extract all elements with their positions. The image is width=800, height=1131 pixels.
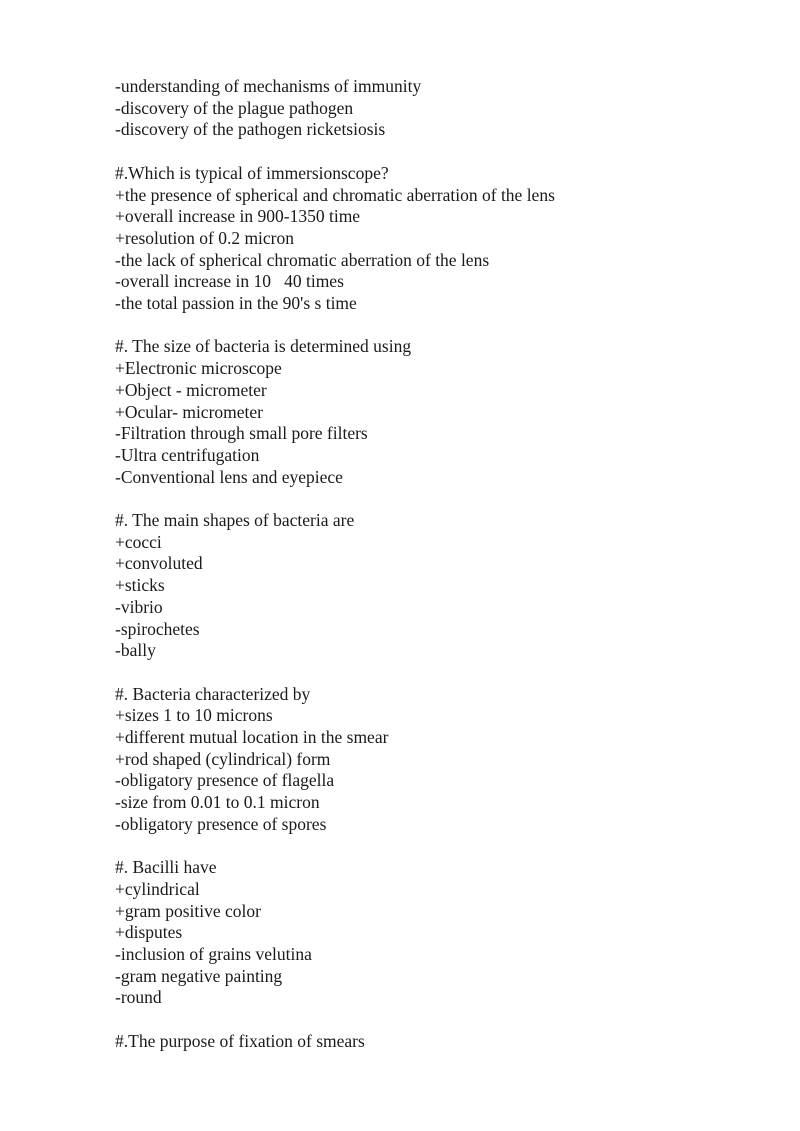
answer-option: +convoluted (115, 553, 203, 574)
question-block (115, 684, 755, 836)
blank-line (115, 141, 755, 163)
answer-option: -obligatory presence of spores (115, 813, 327, 834)
intro-line: -understanding of mechanisms of immunity (115, 76, 422, 96)
answer-option: +disputes (115, 922, 183, 943)
question-text: #. Bacteria characterized by (115, 683, 311, 704)
question-block (115, 336, 755, 488)
blank-line (115, 836, 755, 858)
answer-option: +rod shaped (cylindrical) form (115, 748, 331, 769)
answer-option: -the lack of spherical chromatic aberration of the lens (115, 249, 490, 270)
intro-line: -discovery of the pathogen ricketsiosis (115, 119, 386, 140)
blank-line (115, 315, 755, 337)
answer-option: +gram positive color (115, 900, 261, 921)
question-block (115, 1031, 755, 1053)
answer-option: -the total passion in the 90's s time (115, 293, 357, 314)
question-text: #. The size of bacteria is determined using (115, 336, 412, 357)
question-text: #. The main shapes of bacteria are (115, 510, 355, 531)
question-block (115, 163, 755, 315)
answer-option: -overall increase in 10 40 times (115, 271, 344, 292)
question-text: #.Which is typical of immersionscope? (115, 162, 389, 183)
answer-option: -gram negative painting (115, 965, 283, 986)
answer-option: -Ultra centrifugation (115, 444, 260, 465)
answer-option: +resolution of 0.2 micron (115, 227, 295, 248)
answer-option: +the presence of spherical and chromatic aberration of the lens (115, 184, 555, 205)
answer-option: -size from 0.01 to 0.1 micron (115, 792, 320, 813)
document-page (115, 76, 755, 1053)
answer-option: -inclusion of grains velutina (115, 944, 312, 965)
answer-option: -Conventional lens and eyepiece (115, 466, 343, 487)
blank-line (115, 488, 755, 510)
intro-block (115, 76, 755, 141)
answer-option: +sizes 1 to 10 microns (115, 705, 273, 726)
question-text: #.The purpose of fixation of smears (115, 1030, 365, 1051)
answer-option: +cylindrical (115, 878, 200, 899)
intro-line: -discovery of the plague pathogen (115, 97, 354, 118)
answer-option: +different mutual location in the smear (115, 727, 389, 748)
question-text: #. Bacilli have (115, 857, 217, 878)
answer-option: +cocci (115, 531, 162, 552)
answer-option: -round (115, 987, 162, 1008)
answer-option: -bally (115, 640, 156, 661)
blank-line (115, 662, 755, 684)
answer-option: -spirochetes (115, 618, 200, 639)
answer-option: -obligatory presence of flagella (115, 770, 335, 791)
answer-option: -vibrio (115, 596, 163, 617)
question-block (115, 510, 755, 662)
blank-line (115, 1009, 755, 1031)
question-block (115, 857, 755, 1009)
answer-option: +Object - micrometer (115, 379, 267, 400)
answer-option: +Ocular- micrometer (115, 401, 263, 422)
answer-option: +overall increase in 900-1350 time (115, 206, 361, 227)
answer-option: +sticks (115, 575, 165, 596)
answer-option: -Filtration through small pore filters (115, 423, 368, 444)
answer-option: +Electronic microscope (115, 358, 282, 379)
